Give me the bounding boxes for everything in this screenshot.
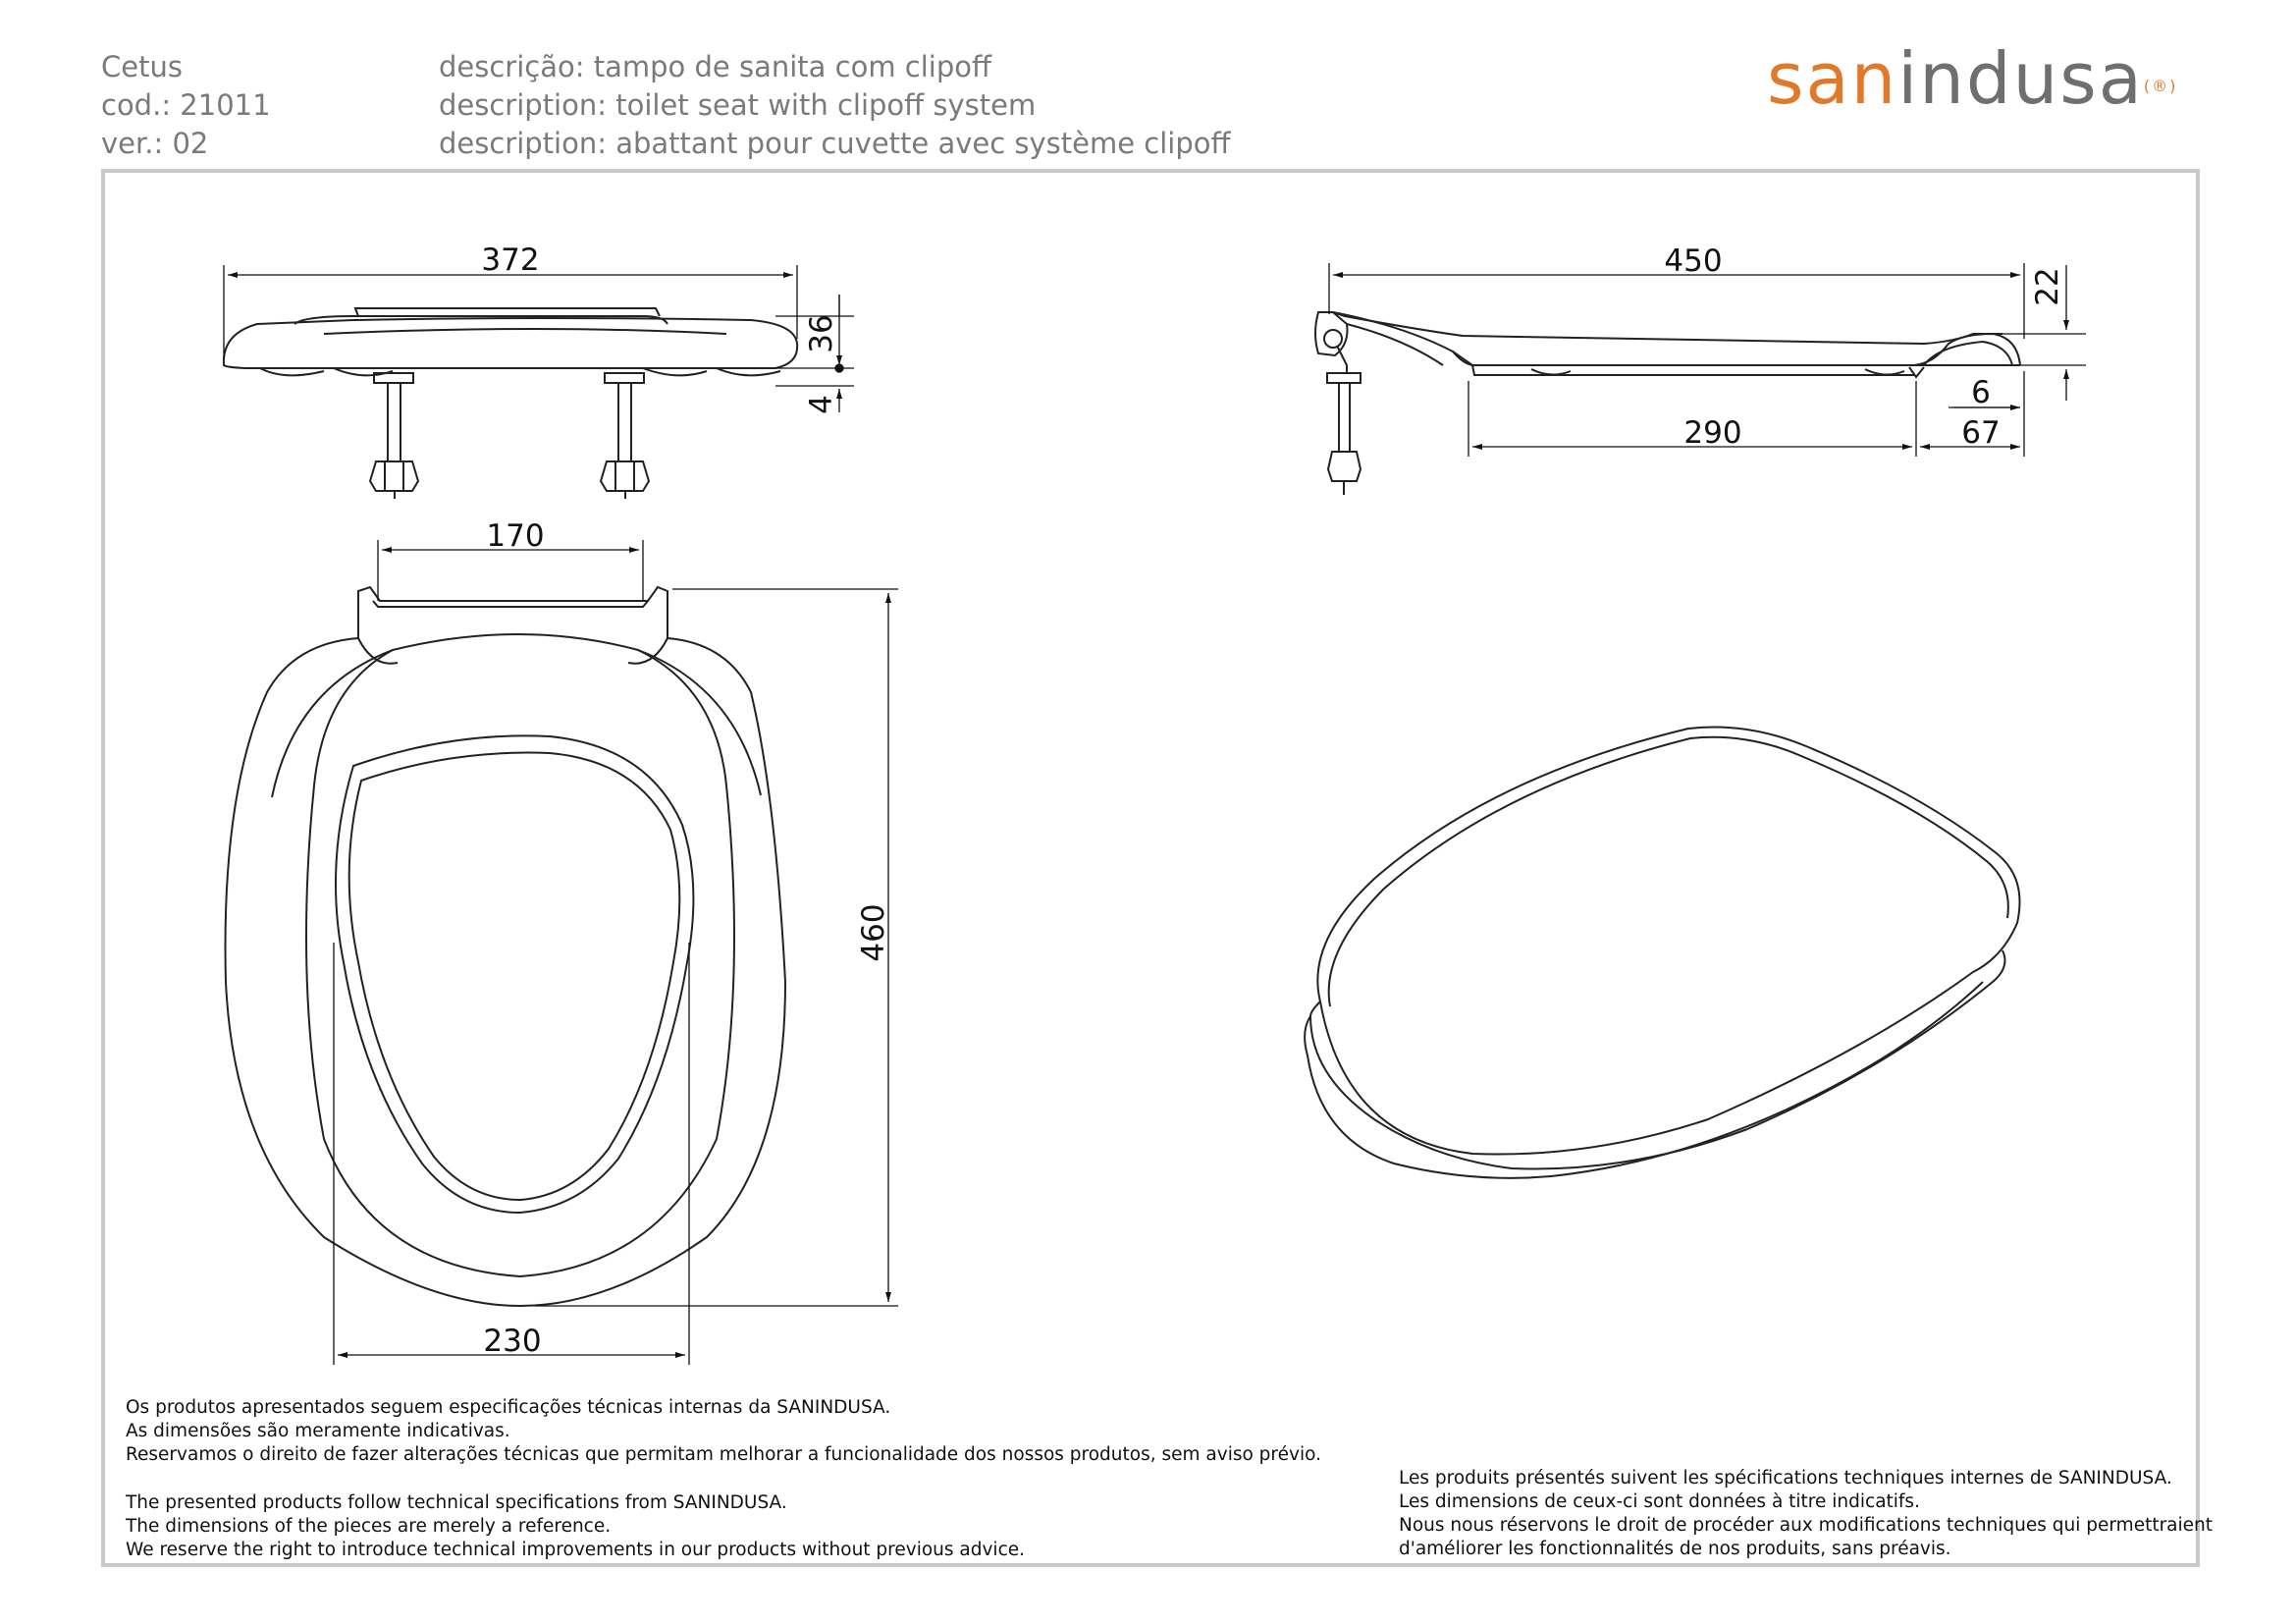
note-line: Les dimensions de ceux-ci sont données à titre indicatifs. bbox=[1399, 1491, 1920, 1512]
logo-mark: (®) bbox=[2143, 77, 2178, 95]
note-line: As dimensões são meramente indicativas. bbox=[126, 1421, 510, 1441]
front-view bbox=[224, 308, 797, 499]
note-line: Os produtos apresentados seguem especificações técnicas internas da SANINDUSA. bbox=[126, 1397, 891, 1418]
dim-side-length: 450 bbox=[1664, 244, 1723, 279]
version: ver.: 02 bbox=[101, 127, 209, 160]
product-code: cod.: 21011 bbox=[101, 88, 271, 122]
note-line: The presented products follow technical specifications from SANINDUSA. bbox=[126, 1492, 787, 1513]
logo-part-2: indusa bbox=[1897, 37, 2144, 120]
top-view bbox=[226, 587, 785, 1306]
front-view-dimensions bbox=[224, 265, 854, 412]
dim-top-width: 230 bbox=[483, 1324, 542, 1359]
description-pt: descrição: tampo de sanita com clipoff bbox=[439, 50, 991, 83]
logo-part-1: san bbox=[1767, 37, 1898, 120]
description-fr: description: abattant pour cuvette avec système clipoff bbox=[439, 127, 1231, 160]
dim-front-width: 372 bbox=[481, 243, 540, 278]
notes-french bbox=[1399, 1467, 2213, 1561]
note-line: We reserve the right to introduce technical improvements in our products without previous advice. bbox=[126, 1540, 1026, 1560]
dim-side-rear: 67 bbox=[1961, 415, 2001, 451]
side-view bbox=[1315, 312, 2020, 495]
note-line: Les produits présentés suivent les spécifications techniques internes de SANINDUSA. bbox=[1399, 1468, 2172, 1489]
dim-side-offset: 6 bbox=[1971, 375, 1991, 410]
note-line: d'améliorer les fonctionnalités de nos produits, sans préavis. bbox=[1399, 1539, 1951, 1559]
dim-side-fix: 290 bbox=[1683, 415, 1742, 451]
notes-english bbox=[126, 1491, 1025, 1562]
dim-top-length: 460 bbox=[856, 903, 891, 962]
note-line: Reservamos o direito de fazer alterações técnicas que permitam melhorar a funcionalidade dos nossos produtos, sem aviso prévio. bbox=[126, 1444, 1321, 1465]
perspective-view bbox=[1305, 727, 2019, 1177]
top-view-dimensions bbox=[334, 540, 898, 1365]
note-line: Nous nous réservons le droit de procéder aux modifications techniques qui permettraient bbox=[1399, 1515, 2214, 1536]
model-name: Cetus bbox=[101, 50, 183, 83]
dim-side-height: 22 bbox=[2030, 267, 2065, 306]
notes-portuguese bbox=[126, 1396, 1321, 1467]
description-en: description: toilet seat with clipoff system bbox=[439, 88, 1037, 122]
dim-front-height: 36 bbox=[804, 314, 839, 353]
note-line: The dimensions of the pieces are merely a reference. bbox=[126, 1516, 612, 1537]
dim-hinge-spacing: 170 bbox=[486, 518, 545, 554]
dim-front-gap: 4 bbox=[804, 395, 839, 414]
